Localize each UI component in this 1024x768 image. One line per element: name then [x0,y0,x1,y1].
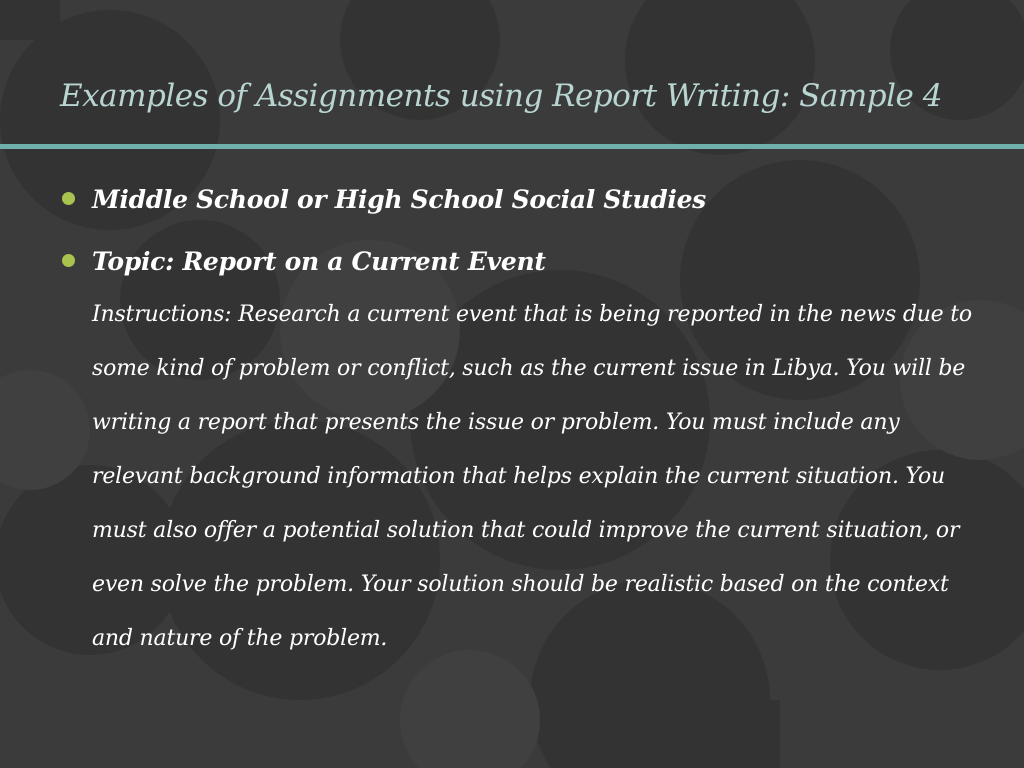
bullet-dot-icon [62,254,75,267]
bullet-dot-icon [62,192,75,205]
bullet-heading: Middle School or High School Social Studies [92,185,706,214]
bullet-item-topic [60,240,980,666]
bullet-heading: Topic: Report on a Current Event [92,247,546,276]
title-divider [0,144,1024,149]
slide-content [60,178,980,684]
bullet-instructions: Instructions: Research a current event that is being reported in the news due to some kind of problem or conflict, such as the current issue in Libya. You will be writing a report that presents the issue or problem. You must include any relevant background information that helps explain the current situation. You must also offer a potential solution that could improve the current situation, or even solve the problem. Your solution should be realistic based on the context and nature of the problem. [92,302,972,651]
bullet-item-course [60,178,980,222]
slide-title: Examples of Assignments using Report Writing: Sample 4 [60,78,942,114]
